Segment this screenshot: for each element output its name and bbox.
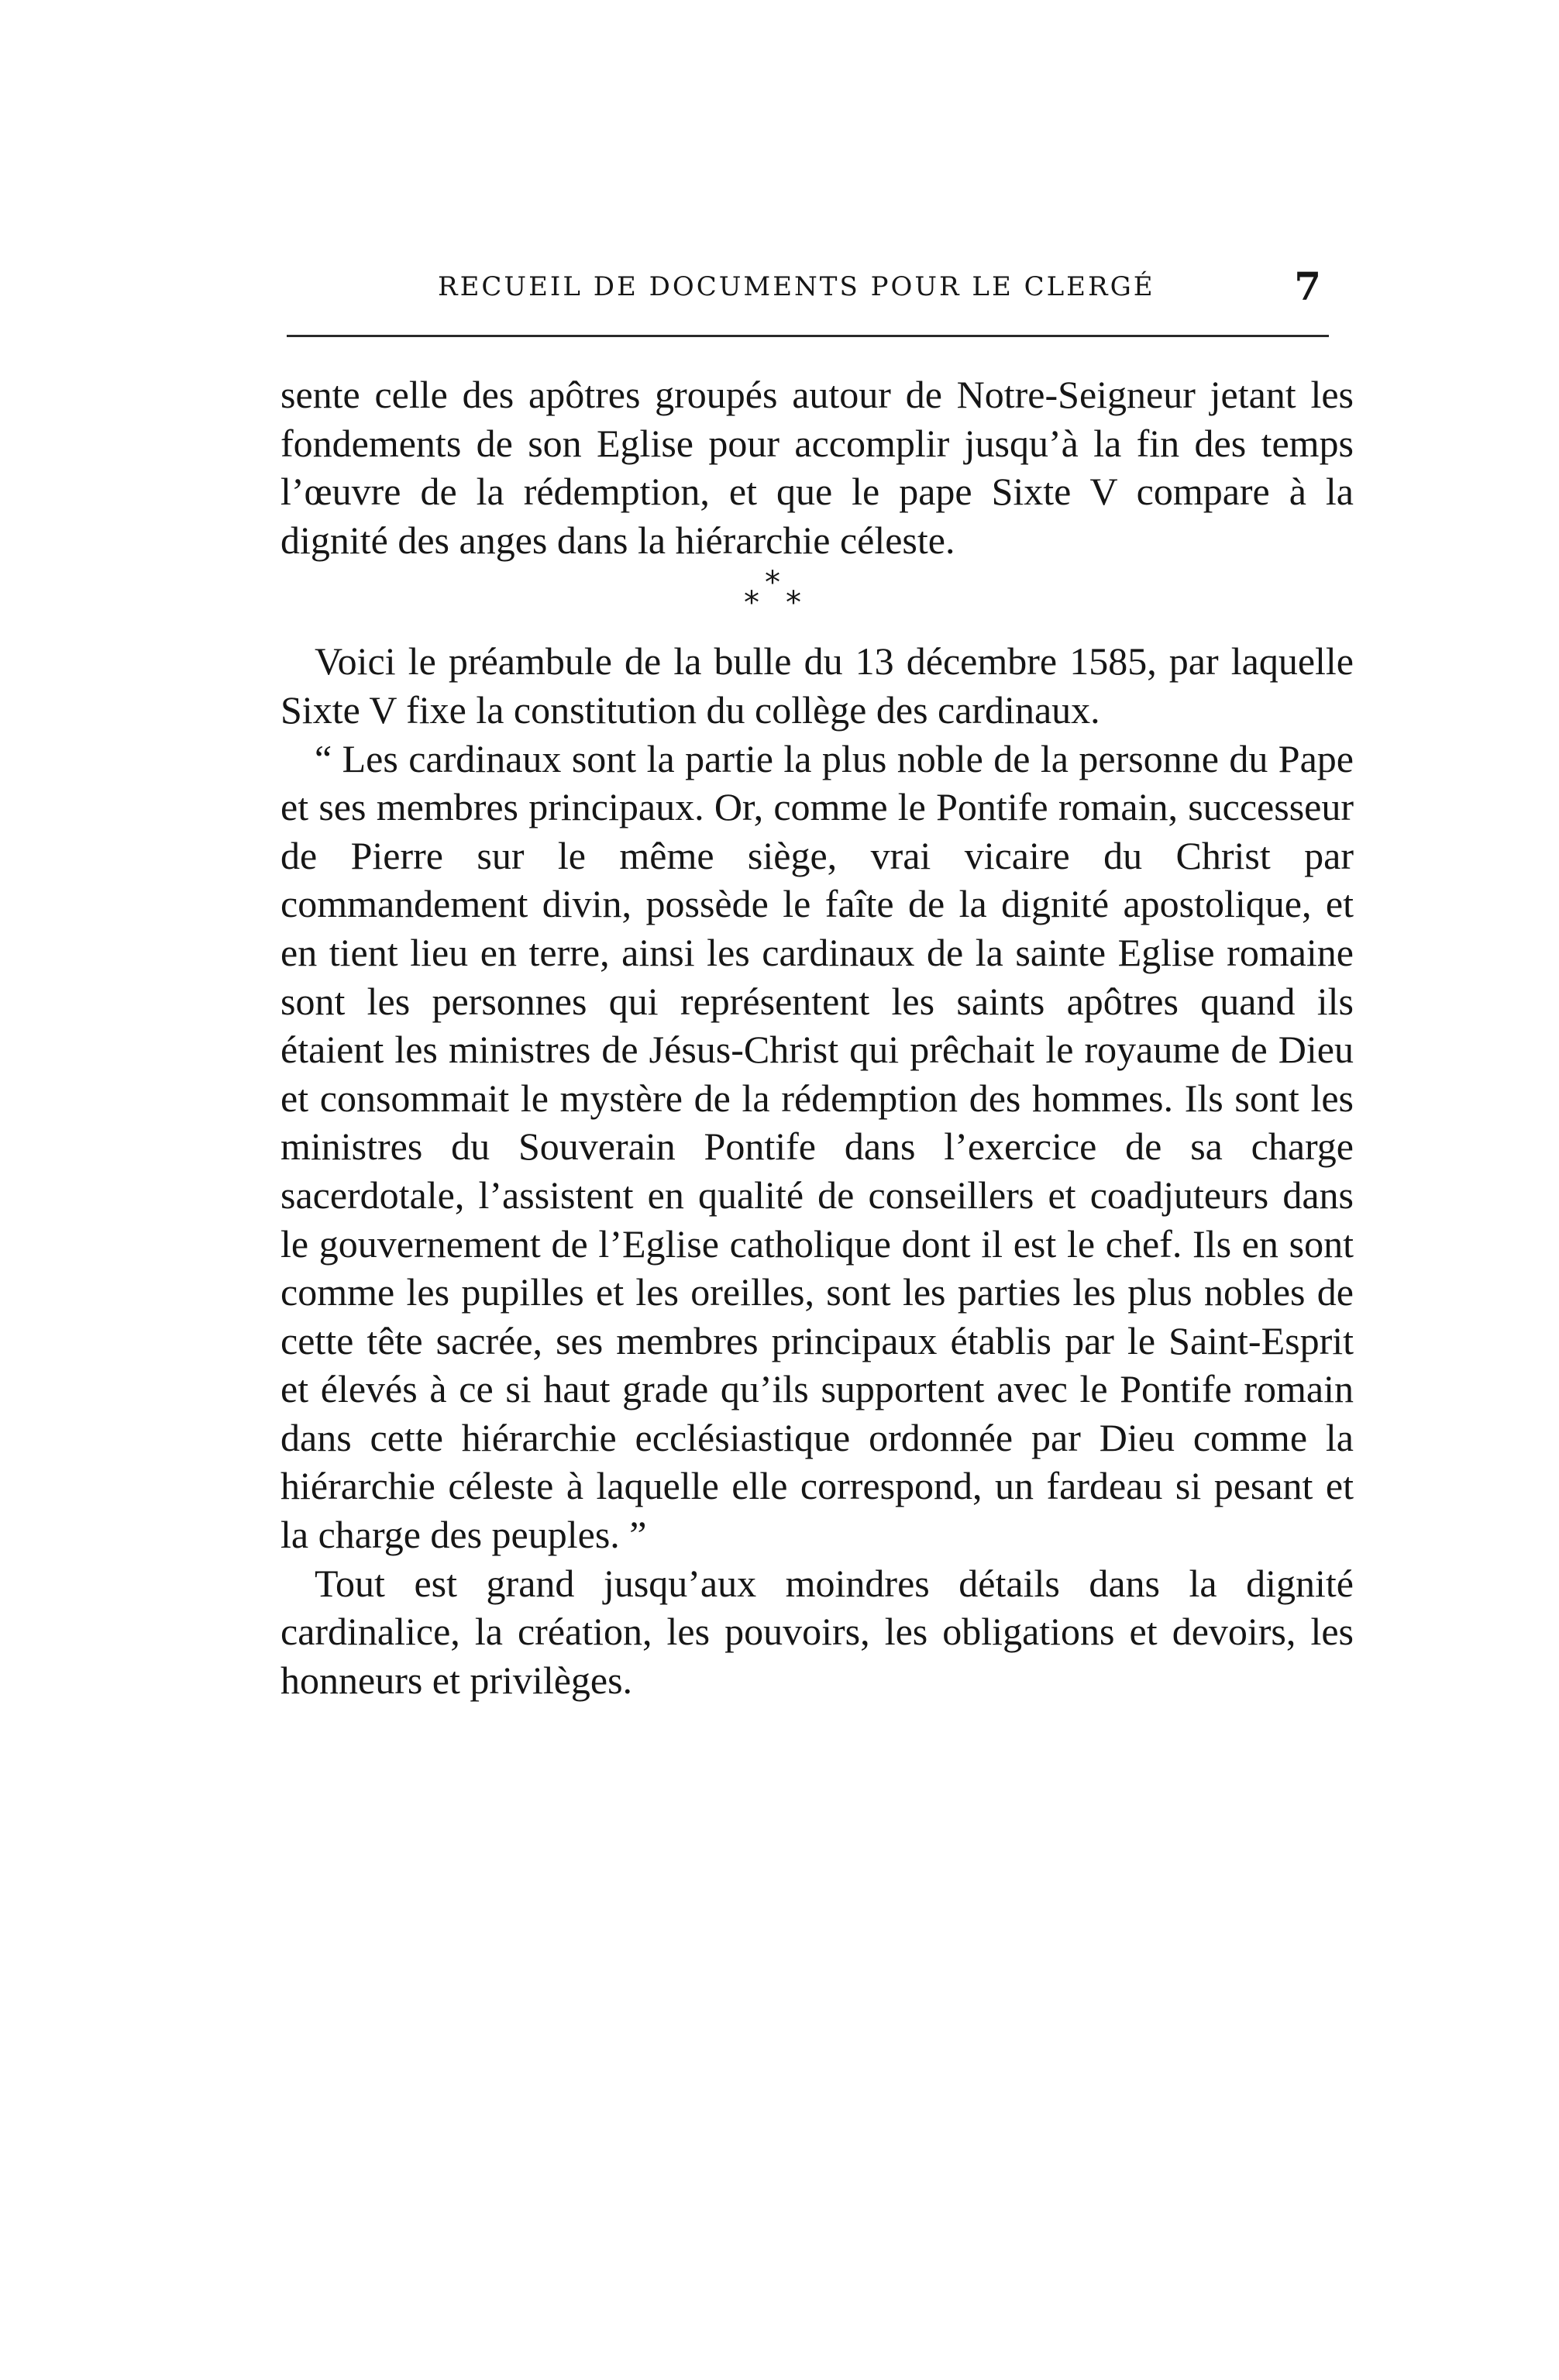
paragraph-continuation: sente celle des apôtres groupés autour de Notre-Seigneur jetant les fondements de son Eglise pour accomplir jusqu’à la fin des temps l’œuvre de la rédemption, et que le pape Sixte V compare à la dignité des anges dans la hiérarchie céleste. bbox=[280, 373, 1354, 562]
asterism-divider bbox=[280, 567, 1354, 629]
asterism-star-right: * bbox=[786, 585, 801, 622]
running-head bbox=[279, 263, 1364, 318]
running-title: RECUEIL DE DOCUMENTS POUR LE CLERGÉ bbox=[438, 271, 1155, 302]
paragraph-bull-quote: “ Les cardinaux sont la partie la plus noble de la personne du Pape et ses membres principaux. Or, comme le Pontife romain, successeur de Pierre sur le même siège, vrai vicaire du Christ par commandement divin, possède le faîte de la dignité apostolique, et en tient lieu en terre, ainsi les cardinaux de la sainte Eglise romaine sont les personnes qui représentent les saints apôtres quand ils étaient les ministres de Jésus-Christ qui prêchait le royaume de Dieu et consommait le mystère de la rédemption des hommes. Ils sont les ministres du Souverain Pontife dans l’exercice de sa charge sacerdotale, l’assistent en qualité de conseillers et coadjuteurs dans le gouvernement de l’Eglise catholique dont il est le chef. Ils en sont comme les pupilles et les oreilles, sont les parties les plus nobles de cette tête sacrée, ses membres principaux établis par le Saint-Esprit et élevés à ce si haut grade qu’ils supportent avec le Pontife romain dans cette hiérarchie ecclésiastique ordonnée par Dieu comme la hiérarchie céleste à laquelle elle correspond, un fardeau si pesant et la charge des peuples. ” bbox=[280, 736, 1354, 1557]
paragraph-conclusion: Tout est grand jusqu’aux moindres détails dans la dignité cardinalice, la création, les pouvoirs, les obligations et devoirs, les honneurs et privilèges. bbox=[280, 1561, 1354, 1702]
header-rule bbox=[287, 335, 1329, 337]
asterism-star-top: * bbox=[765, 565, 780, 601]
asterism-star-left: * bbox=[744, 585, 759, 622]
body-text bbox=[280, 370, 1354, 1704]
page-number: 7 bbox=[1294, 263, 1321, 309]
paragraph-bull-intro: Voici le préambule de la bulle du 13 décembre 1585, par laquelle Sixte V fixe la constitution du collège des cardinaux. bbox=[280, 639, 1354, 732]
